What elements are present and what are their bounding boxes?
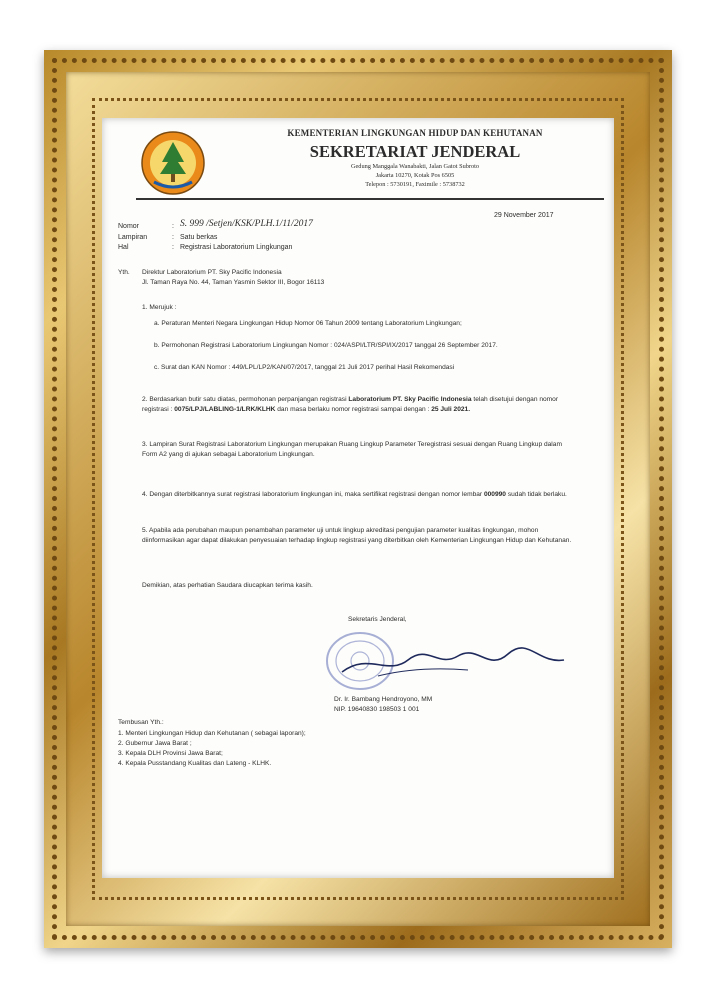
framed-letter [102,118,614,878]
signatory-nip: NIP. 19640830 198503 1 001 [334,706,420,713]
registration-number: 0075/LPJ/LABLING-1/LRK/KLHK [174,405,276,413]
paragraph-2-end: dan masa berlaku nomor registrasi sampai dengan : [277,405,430,413]
paragraph-4 [142,490,572,500]
registration-valid-until: 25 Juli 2021. [431,405,471,413]
cc-item: 1. Menteri Lingkungan Hidup dan Kehutanan ( sebagai laporan); [118,730,306,737]
ministry-emblem-icon [140,130,206,196]
paragraph-4-text: 4. Dengan diterbitkannya surat registrasi laboratorium lingkungan ini, maka sertifikat registrasi dengan nomor lembar [142,491,483,498]
recipient-name: Direktur Laboratorium PT. Sky Pacific Indonesia [142,269,282,276]
nomor-label: Nomor [118,223,140,230]
letterhead-address-line1: Gedung Manggala Wanabakti, Jalan Gatot Subroto [350,163,480,170]
signatory-title: Sekretaris Jenderal, [348,616,407,623]
letterhead-divider [136,198,604,200]
hal-label: Hal [118,244,129,251]
cc-heading: Tembusan Yth.: [118,719,164,726]
meta-colon: : [172,234,174,241]
certificate-number: 000990 [483,491,506,498]
cc-item: 2. Gubernur Jawa Barat ; [118,740,192,747]
lampiran-value: Satu berkas [180,234,218,241]
cc-item: 4. Kepala Pusstandang Kualitas dan Lateng - KLHK. [118,760,272,767]
letter-content [102,118,614,878]
hal-value: Registrasi Laboratorium Lingkungan [180,244,293,251]
signatory-name: Dr. Ir. Bambang Hendroyono, MM [334,696,433,703]
letterhead-ministry: KEMENTERIAN LINGKUNGAN HIDUP DAN KEHUTANAN [287,128,543,138]
letterhead-secretariat: SEKRETARIAT JENDERAL [309,142,521,161]
paragraph-1c: c. Surat dan KAN Nomor : 449/LPL/LP2/KAN/07/2017, tanggal 21 Juli 2017 perihal Hasil Rekomendasi [154,364,455,371]
handwritten-signature-icon [338,642,568,682]
paragraph-1b: b. Permohonan Registrasi Laboratorium Lingkungan Nomor : 024/ASPI/LTR/SPI/IX/2017 tanggal 26 September 2017. [154,342,498,349]
paragraph-4-end: sudah tidak berlaku. [507,491,567,498]
paragraph-1-intro: 1. Merujuk : [142,304,177,311]
paragraph-2 [142,395,572,414]
paragraph-2-text: 2. Berdasarkan butir satu diatas, permohonan perpanjangan registrasi [142,396,347,403]
recipient-prefix: Yth. [118,269,130,276]
closing-line: Demikian, atas perhatian Saudara diucapkan terima kasih. [142,582,313,589]
meta-colon: : [172,244,174,251]
nomor-value: S. 999 /Setjen/KSK/PLH.1/11/2017 [180,219,313,229]
meta-colon: : [172,223,174,230]
cc-item: 3. Kepala DLH Provinsi Jawa Barat; [118,750,223,757]
paragraph-3: 3. Lampiran Surat Registrasi Laboratorium Lingkungan merupakan Ruang Lingkup Parameter Teregistrasi sesuai dengan Ruang Lingkup dalam Form A2 yang di ajukan sebagai Laboratorium Lingkungan. [142,441,562,458]
lampiran-label: Lampiran [118,234,148,241]
paragraph-2-mid: telah disetujui dengan nomor registrasi : [142,396,559,413]
letterhead-phone: Telepon : 5730191, Faximile : 5738732 [365,181,465,188]
letterhead-address-line2: Jakarta 10270, Kotak Pos 6505 [375,172,455,179]
letter-date: 29 November 2017 [494,212,554,219]
recipient-address: Jl. Taman Raya No. 44, Taman Yasmin Sektor III, Bogor 16113 [142,279,325,286]
paragraph-1a: a. Peraturan Menteri Negara Lingkungan Hidup Nomor 06 Tahun 2009 tentang Laboratorium Lingkungan; [154,320,462,327]
paragraph-2-lab: Laboratorium PT. Sky Pacific Indonesia [348,396,472,403]
paragraph-5: 5. Apabila ada perubahan maupun penambahan parameter uji untuk lingkup akreditasi pengujian parameter kualitas lingkungan, mohon diinformasikan agar dapat dilakukan penyesuaian terhadap lingkup registrasi yang diterbitkan oleh Kementerian Lingkungan Hidup dan Kehutanan. [142,527,572,544]
